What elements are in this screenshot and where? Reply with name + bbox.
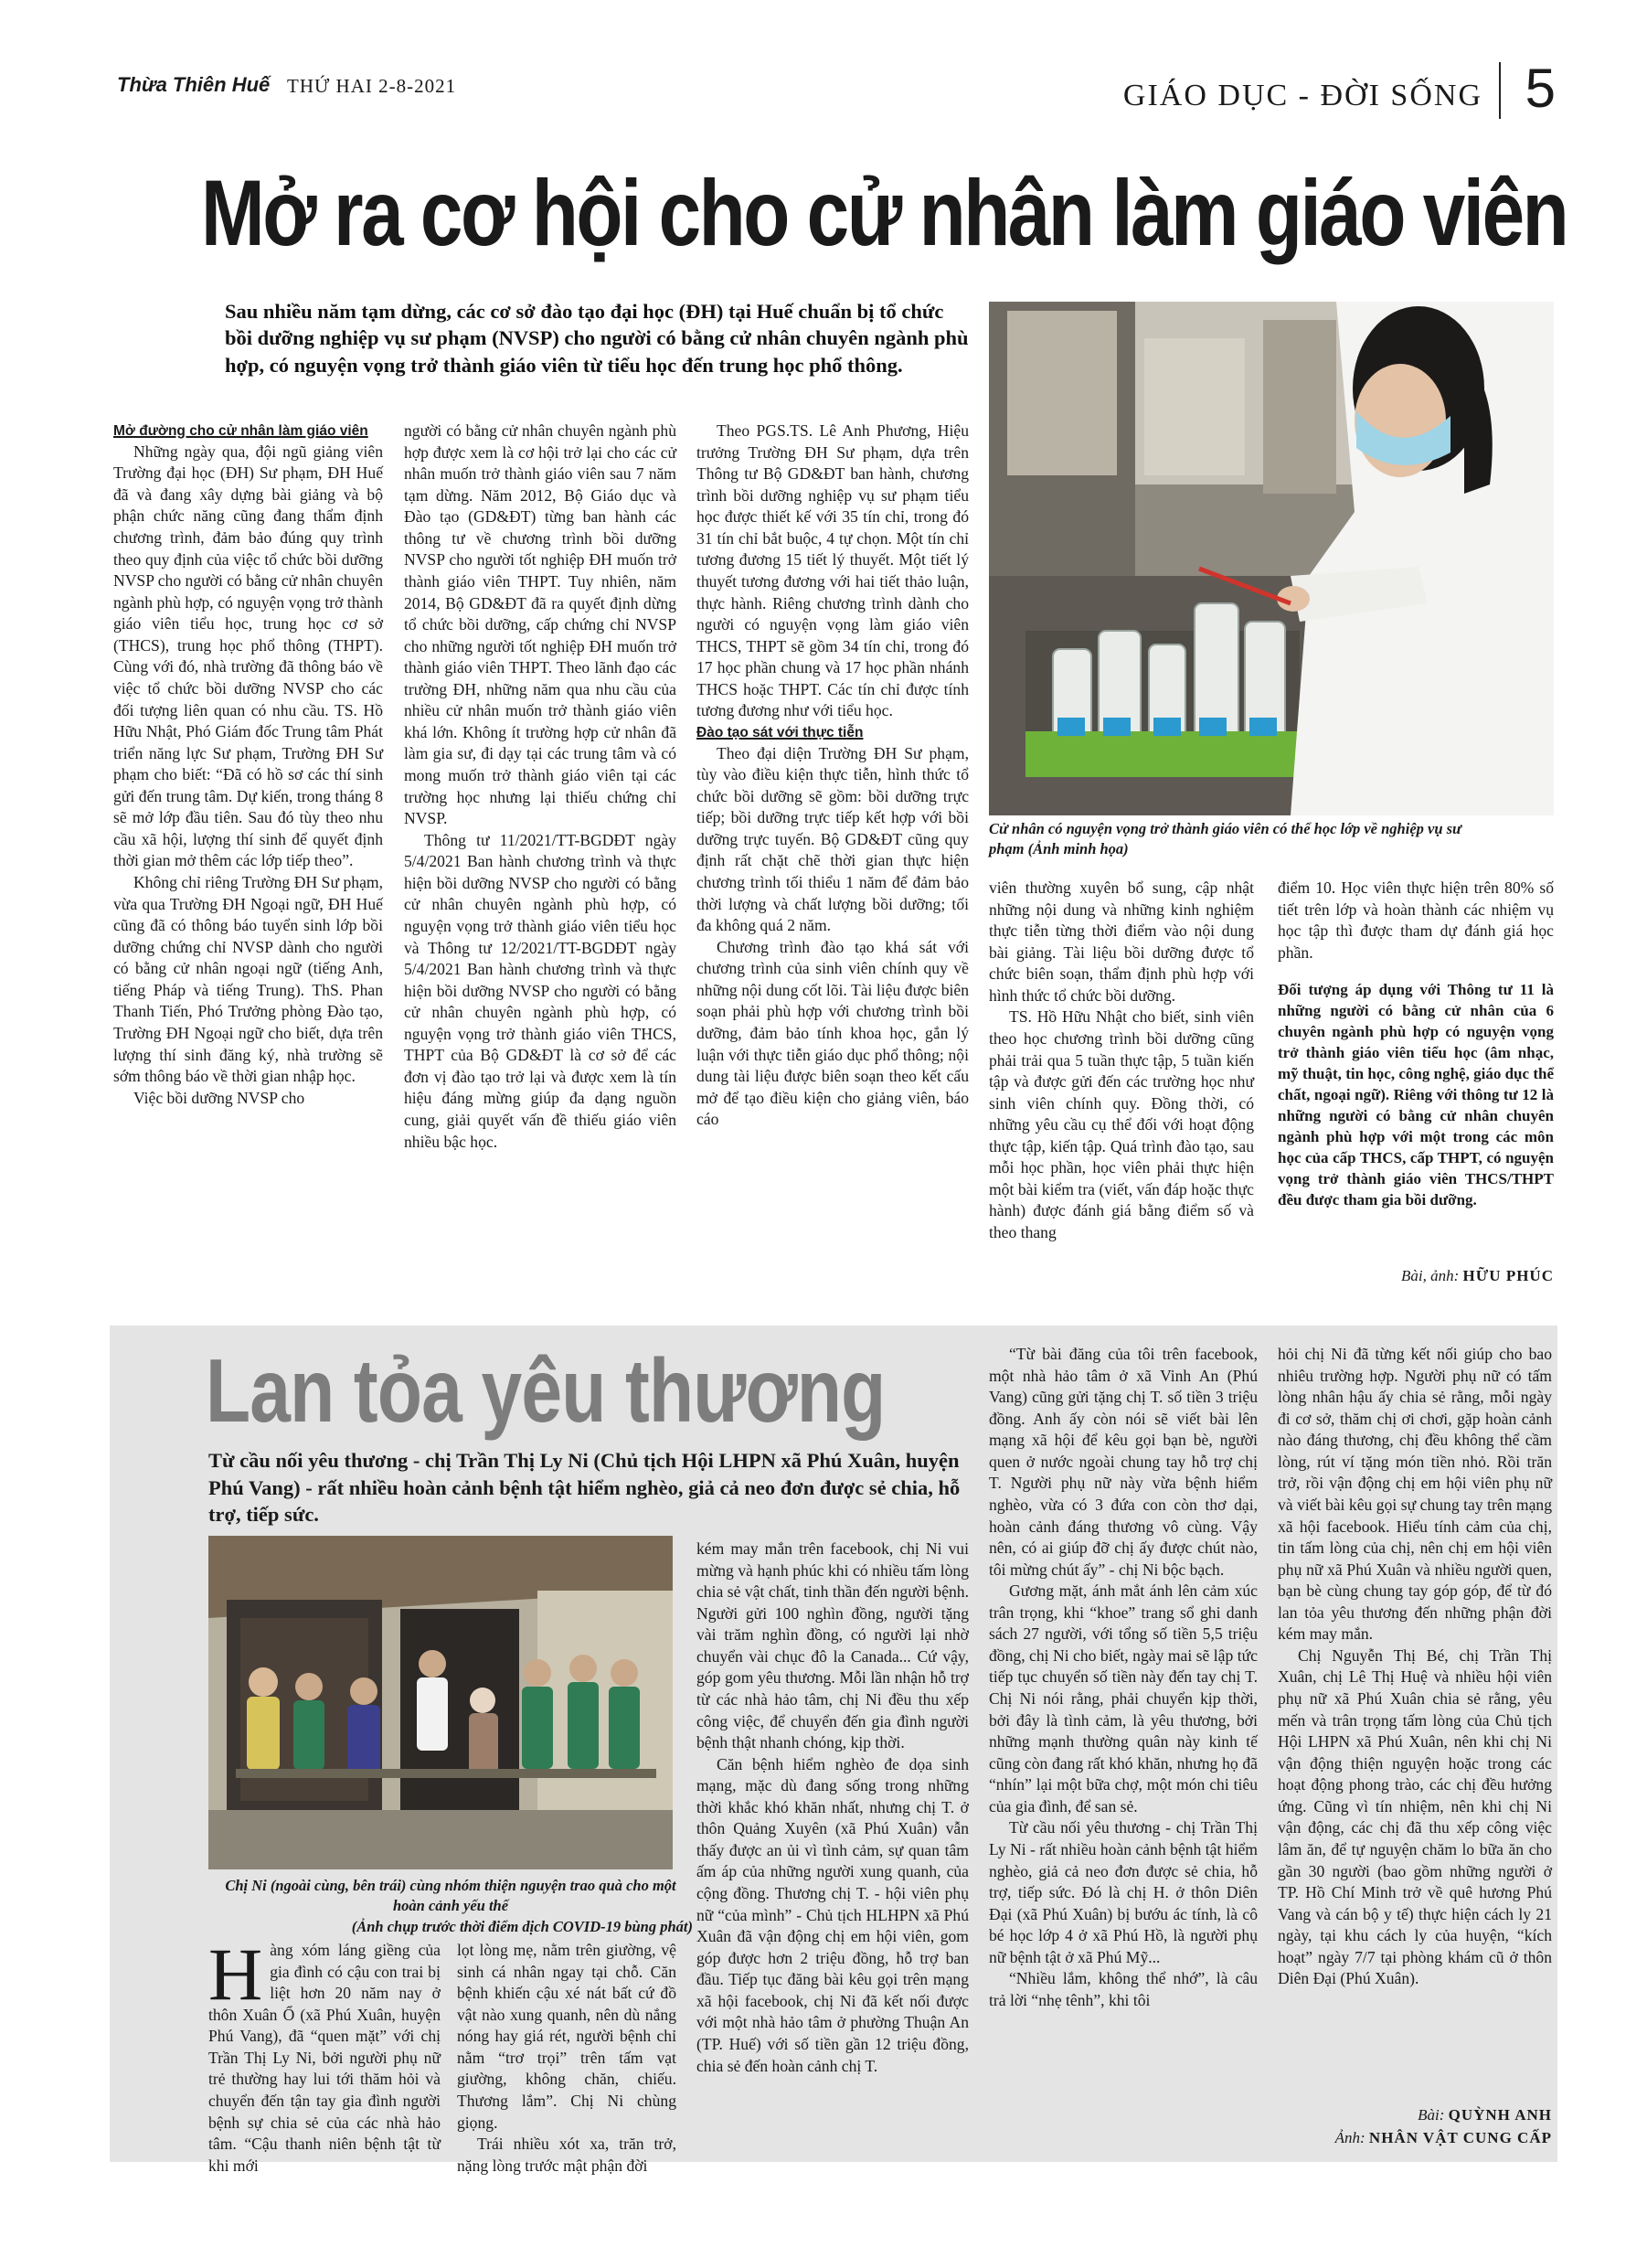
article2-byline (1278, 2104, 1552, 2149)
article2-column-2 (696, 1539, 969, 2143)
article1-column-2 (404, 421, 676, 1307)
paragraph: Chị Nguyễn Thị Bé, chị Trần Thị Xuân, chị Lê Thị Huệ và nhiều hội viên phụ nữ xã Phú Xuân chia sẻ rằng, yêu mến và trân trọng tấm lòng của Chủ tịch Hội LHPN xã Phú Xuân, nên khi chị Ni vận động thiện nguyện hoặc trong các hoạt động phong trào, các chị đều hưởng ứng. Cũng vì tín nhiệm, nên khi chị Ni vận động, các chị đã thu xếp công việc lâm ăn, để tự nguyện chăm lo bữa ăn cho gần 30 người (bao gồm những người ở TP. Hồ Chí Minh trở về quê hương Phú Vang và cán bộ y tế) thực hiện cách ly 21 ngày, tại khu cách ly của huyện, “kích hoạt” ngày 7/7 tại phòng khám cũ ở thôn Diên Đại (Phú Xuân). (1278, 1645, 1552, 1988)
article1-headline: Mở ra cơ hội cho cử nhân làm giáo viên (201, 161, 1567, 265)
paragraph: TS. Hồ Hữu Nhật cho biết, sinh viên theo học chương trình bồi dưỡng cũng phải trải qua 5 tuần thực tập, 5 tuần kiến tập và được gửi đến các trường học như sinh viên chính quy. Đồng thời, có những yêu cầu cụ thể đối với hoạt động thực tập, kiến tập. Quá trình đào tạo, sau mỗi học phần, học viên phải thực hiện một bài kiểm tra (viết, vấn đáp hoặc thực hành) được đánh giá bằng điểm số và theo thang (989, 1007, 1254, 1241)
caption-note: (Ảnh chụp trước thời điểm dịch COVID-19 bùng phát) (351, 1917, 693, 1935)
paragraph: kém may mắn trên facebook, chị Ni vui mừng và hạnh phúc khi có nhiều tấm lòng chia sẻ vật chất, tinh thần đến người bệnh. Người gửi 100 nghìn đồng, người tặng vài trăm nghìn đồng, có người lại nhờ chuyển vài chục đô la Canada... Cứ vậy, góp gom yêu thương. Mỗi lần nhận hỗ trợ từ các nhà hảo tâm, chị Ni đều thu xếp công việc, để chuyển đến gia đình người bệnh thật nhanh chóng, kịp thời. (696, 1539, 969, 1752)
paragraph: Từ cầu nối yêu thương - chị Trần Thị Ly Ni - rất nhiều hoàn cảnh bệnh tật hiểm nghèo, giả cả neo đơn được sẻ chia, hỗ trợ, tiếp sức. Đó là chị H. ở thôn Diên Đại (xã Phú Xuân) bị bướu ác tính, là cô bé học lớp 4 ở xã Phú Hồ, là người phụ nữ bệnh tật ở xã Phú Mỹ... (989, 1818, 1258, 1966)
page-number: 5 (1525, 58, 1556, 119)
article2-photo-caption (208, 1876, 693, 1937)
paragraph: Chương trình đào tạo khá sát với chương trình của sinh viên chính quy về những nội dung cốt lõi. Tài liệu được biên soạn phải phù hợp với chương trình bồi dưỡng, đảm bảo tính khoa học, gắn lý luận với thực tiễn giáo dục phổ thông; nội dung tài liệu được biên soạn theo kết cấu mở để tạo điều kiện cho giảng viên, báo cáo (696, 937, 969, 1129)
paragraph (208, 1933, 441, 2177)
paragraph: “Nhiều lắm, không thể nhớ”, là câu trả lời “nhẹ tênh”, khi tôi (989, 1969, 1258, 2009)
drop-cap: H (208, 1933, 263, 2016)
header-divider (1499, 62, 1501, 119)
article2-column-1 (208, 1933, 441, 2175)
article1-byline (1278, 1267, 1554, 1285)
article2-column-3 (989, 1344, 1258, 2143)
byline-label: Bài, ảnh: (1401, 1267, 1460, 1284)
byline-label: Ảnh: (1334, 2128, 1365, 2146)
paragraph: người có bằng cử nhân chuyên ngành phù hợp được xem là cơ hội trở lại cho các cử nhân muốn trở thành giáo viên sau 7 năm tạm dừng. Năm 2012, Bộ Giáo dục và Đào tạo (GD&ĐT) từng ban hành các thông tư về chương trình bồi dưỡng NVSP cho người tốt nghiệp ĐH muốn trở thành giáo viên THPT. Tuy nhiên, năm 2014, Bộ GD&ĐT đã ra quyết định dừng tổ chức bồi dưỡng, cấp chứng chỉ NVSP cho những người tốt nghiệp ĐH muốn trở thành giáo viên THPT. Theo lãnh đạo các trường ĐH, những năm qua nhu cầu của nhiều cử nhân muốn trở thành giáo viên khá lớn. Không ít trường hợp cử nhân đã làm gia sư, đi dạy tại các trung tâm và có mong muốn trở thành giáo viên tại các trường học nhưng lại thiếu chứng chỉ NVSP. (404, 421, 676, 828)
paragraph: Việc bồi dưỡng NVSP cho (133, 1088, 305, 1107)
article2-lead: Từ cầu nối yêu thương - chị Trần Thị Ly Ni (Chủ tịch Hội LHPN xã Phú Xuân, huyện Phú Vang) - rất nhiều hoàn cảnh bệnh tật hiểm nghèo, giả cả neo đơn được sẻ chia, hỗ trợ, tiếp sức. (208, 1449, 961, 1527)
article1-column-4 (989, 878, 1254, 1307)
article2-photo (208, 1536, 673, 1869)
info-box: Đối tượng áp dụng với Thông tư 11 là những người có bằng cử nhân của 6 chuyên ngành phù hợp có nguyện vọng trở thành giáo viên tiểu học (âm nhạc, mỹ thuật, tin học, công nghệ, giáo dục thể chất, ngoại ngữ). Riêng với thông tư 12 là những người có bằng cử nhân chuyên ngành phù hợp với một trong các môn học của cấp THCS, cấp THPT, có nguyện vọng trở thành giáo viên THCS/THPT đều được tham gia bồi dưỡng. (1278, 981, 1554, 1209)
paragraph: Trái nhiều xót xa, trăn trở, nặng lòng trước mật phận đời (457, 2135, 676, 2175)
paragraph: lọt lòng mẹ, nằm trên giường, vệ sinh cá nhân ngay tại chỗ. Căn bệnh khiến cậu xé nát bất cứ đồ vật nào xung quanh, nên dù nắng nóng hay giá rét, người bệnh chỉ nằm “trơ trọi” trên tấm vạt giường, không chăn, chiếu. Thương lắm”. Chị Ni chùng giọng. (457, 1941, 676, 2132)
article1-photo (989, 302, 1554, 815)
byline-name: NHÂN VẬT CUNG CẤP (1368, 2128, 1552, 2146)
page-header (113, 58, 1556, 126)
article1-column-3 (696, 421, 969, 1307)
paragraph: Theo đại diện Trường ĐH Sư phạm, tùy vào điều kiện thực tiễn, hình thức tổ chức bồi dưỡng sẽ gồm: bồi dưỡng trực tiếp; bồi dưỡng trực tiếp kết hợp với bồi dưỡng trực tuyến. Bộ GD&ĐT cũng quy định rất chặt chẽ thời gian thực hiện chương trình tối thiểu 1 năm để đảm bảo thời lượng và chất lượng bồi dưỡng; tối đa không quá 2 năm. (696, 743, 969, 935)
article2-column-4 (1278, 1344, 1552, 2104)
masthead: Thừa Thiên Huế (117, 73, 271, 96)
article2-headline: Lan tỏa yêu thương (206, 1340, 886, 1441)
paragraph: Căn bệnh hiểm nghèo đe dọa sinh mạng, mặc dù đang sống trong những thời khắc khó khăn nhất, nhưng chị T. ở thôn Quảng Xuyên (xã Phú Xuân) vẫn thấy được an ủi vì tình cảm, sự quan tâm ấm áp của những người xung quanh, của cộng đồng. Thương chị T. - hội viên phụ nữ “của mình” - Chủ tịch HLHPN xã Phú Xuân đã vận động chị em hội viên, gom góp được hơn 2 triệu đồng, hỗ trợ ban đầu. Tiếp tục đăng bài kêu gọi trên mạng xã hội facebook, chị Ni đã kết nối được với một nhà hảo tâm ở phường Thuận An (TP. Huế) với số tiền gần 12 triệu đồng, chia sẻ đến hoàn cảnh chị T. (696, 1754, 969, 2075)
article1-lead: Sau nhiều năm tạm dừng, các cơ sở đào tạo đại học (ĐH) tại Huế chuẩn bị tổ chức bồi dưỡng nghiệp vụ sư phạm (NVSP) cho người có bằng cử nhân chuyên ngành phù hợp, có nguyện vọng trở thành giáo viên từ tiểu học đến trung học phổ thông. (225, 300, 969, 377)
article1-column-5 (1278, 878, 1554, 1243)
paragraph-text: àng xóm láng giềng của gia đình có cậu con trai bị liệt hơn 20 năm nay ở thôn Xuân Ổ (xã Phú Xuân, huyện Phú Vang), đã “quen mặt” với chị Trần Thị Ly Ni, bởi người phụ nữ trẻ thường hay lui tới thăm hỏi và chuyển đến tận tay gia đình người bệnh sự chia sẻ của các nhà hảo tâm. “Cậu thanh niên bệnh tật từ khi mới (208, 1941, 441, 2175)
paragraph: Gương mặt, ánh mắt ánh lên cảm xúc trân trọng, khi “khoe” trang sổ ghi danh sách 27 người, với tổng số tiền 5,5 triệu đồng, chị Ni cho biết, ngày mai sẽ lập tức tiếp tục chuyển số tiền này đến tay chị T. Chị Ni nói rằng, phải chuyển kịp thời, bởi đây là tình cảm, là yêu thương, bởi những mạnh thường quân này kinh tế cũng còn đang rất khó khăn, nhưng họ đã “nhín” lại một bữa chợ, một món chi tiêu của gia đình, để san sẻ. (989, 1581, 1258, 1815)
paragraph: Những ngày qua, đội ngũ giảng viên Trường đại học (ĐH) Sư phạm, ĐH Huế đã và đang xây dựng bài giảng và bộ phận chức năng cũng đang thẩm định chương trình, đảm bảo đúng quy trình theo quy định của việc tổ chức bồi dưỡng NVSP cho người có bằng cử nhân chuyên ngành phù hợp, có nguyện vọng trở thành giáo viên tiểu học, trung học cơ sở (THCS), trung học phổ thông (THPT). Cùng với đó, nhà trường đã thông báo về việc tổ chức bồi dưỡng NVSP cho các đối tượng liên quan có nhu cầu. TS. Hồ Hữu Nhật, Phó Giám đốc Trung tâm Phát triển năng lực Sư phạm, Trường ĐH Sư phạm cho biết: “Đã có hồ sơ các thí sinh gửi đến trung tâm. Dự kiến, trong tháng 8 sẽ mở lớp đầu tiên. Sau đó tùy theo nhu cầu xã hội, lượng thí sinh để quyết định thời gian mở thêm các lớp tiếp theo”. (113, 442, 383, 870)
byline-label: Bài: (1418, 2106, 1445, 2124)
byline-name: QUỲNH ANH (1448, 2106, 1552, 2124)
byline-name: HỮU PHÚC (1462, 1267, 1554, 1284)
paragraph: điểm 10. Học viên thực hiện trên 80% số tiết trên lớp và hoàn thành các nhiệm vụ học tập thì được tham dự đánh giá học phần. (1278, 878, 1554, 962)
paragraph: hỏi chị Ni đã từng kết nối giúp cho bao nhiêu trường hợp. Người phụ nữ có tấm lòng nhân hậu ấy chia sẻ rằng, mỗi ngày đi cơ sở, thăm chị ơi chơi, gặp hoàn cảnh nào đáng thương, chị đều không thể cầm lòng, rút ví tặng món tiền nhỏ. Rồi trăn trở, rồi vận động chị em hội viên phụ nữ và viết bài kêu gọi sự chung tay trên mạng xã hội facebook. Hiểu tính cảm của chị, tin tấm lòng của chị, nên chị em hội viên phụ nữ xã Phú Xuân và nhiều người quen, bạn bè cùng chung tay góp góp, để từ đó lan tỏa yêu thương đến những phận đời kém may mắn. (1278, 1345, 1552, 1644)
article1-column-1 (113, 421, 383, 1307)
dateline: THỨ HAI 2-8-2021 (287, 75, 457, 97)
paragraph: Thông tư 11/2021/TT-BGDĐT ngày 5/4/2021 Ban hành chương trình và thực hiện bồi dưỡng NVSP cho người có bằng cử nhân chuyên ngành phù hợp, có nguyện vọng trở thành giáo viên tiểu học và Thông tư 12/2021/TT-BGDĐT ngày 5/4/2021 Ban hành chương trình và thực hiện bồi dưỡng NVSP cho người có bằng cử nhân chuyên ngành phù hợp, có nguyện vọng trở thành giáo viên THCS, THPT của Bộ GD&ĐT là cơ sở để các đơn vị đào tạo trở lại và được xem là tín hiệu đáng mừng giúp đa dạng nguồn cung, giải quyết vấn đề thiếu giáo viên nhiều bậc học. (404, 830, 676, 1151)
paragraph: viên thường xuyên bổ sung, cập nhật những nội dung và những kinh nghiệm thực tiễn từng thời điểm vào nội dung bài giảng. Tài liệu bồi dưỡng được tổ chức biên soạn, thẩm định phù hợp với hình thức tổ chức bồi dưỡng. (989, 878, 1254, 1005)
article1-photo-caption: Cử nhân có nguyện vọng trở thành giáo viên có thể học lớp về nghiệp vụ sư phạm (Ảnh minh họa) (989, 820, 1461, 858)
paragraph: Không chỉ riêng Trường ĐH Sư phạm, vừa qua Trường ĐH Ngoại ngữ, ĐH Huế cũng đã có thông báo tuyển sinh lớp bồi dưỡng chứng chỉ NVSP dành cho người có bằng cử nhân ngoại ngữ (tiếng Anh, tiếng Pháp và tiếng Trung). ThS. Phan Thanh Tiến, Phó Trưởng phòng Đào tạo, Trường ĐH Ngoại ngữ cho biết, dựa trên lượng thí sinh đăng ký, nhà trường sẽ sớm thông báo về thời gian nhập học. (113, 873, 383, 1086)
article2-column-2-lower (457, 1940, 676, 2175)
section-title: GIÁO DỤC - ĐỜI SỐNG (1122, 79, 1482, 112)
paragraph: Theo PGS.TS. Lê Anh Phương, Hiệu trưởng Trường ĐH Sư phạm, dựa trên Thông tư Bộ GD&ĐT ban hành, chương trình bồi dưỡng nghiệp vụ sư phạm tiểu học được thiết kế với 35 tín chỉ, trong đó 31 tín chỉ bắt buộc, 4 tự chọn. Một tín chỉ tương đương 15 tiết lý thuyết. Một tiết lý thuyết tương đương với hai tiết thảo luận, thực hành. Riêng chương trình dành cho người có nguyện vọng làm giáo viên THCS, THPT sẽ gồm 34 tín chỉ, trong đó 17 học phần chung và 17 học phần nhánh THCS hoặc THPT. Các tín chỉ được tính tương đương như với tiểu học. (696, 421, 969, 720)
subhead: Đào tạo sát với thực tiễn (696, 724, 864, 740)
paragraph: “Từ bài đăng của tôi trên facebook, một nhà hảo tâm ở xã Vinh An (Phú Vang) cũng gửi tặng chị T. số tiền 3 triệu đồng. Anh ấy còn nói sẽ viết bài lên mạng xã hội để kêu gọi bạn bè, người quen ở nước ngoài chung tay hỗ trợ chị T. Người phụ nữ này vừa bệnh hiểm nghèo, vừa có 3 đứa con còn thơ dại, hoàn cảnh đáng thương vô cùng. Vậy nên, có ai giúp đỡ chị ấy được chút nào, tôi mừng chút ấy” - chị Ni bộc bạch. (989, 1345, 1258, 1579)
subhead: Mở đường cho cử nhân làm giáo viên (113, 423, 368, 439)
caption-line: Chị Ni (ngoài cùng, bên trái) cùng nhóm thiện nguyện trao quà cho một hoàn cảnh yếu thế (225, 1877, 676, 1915)
